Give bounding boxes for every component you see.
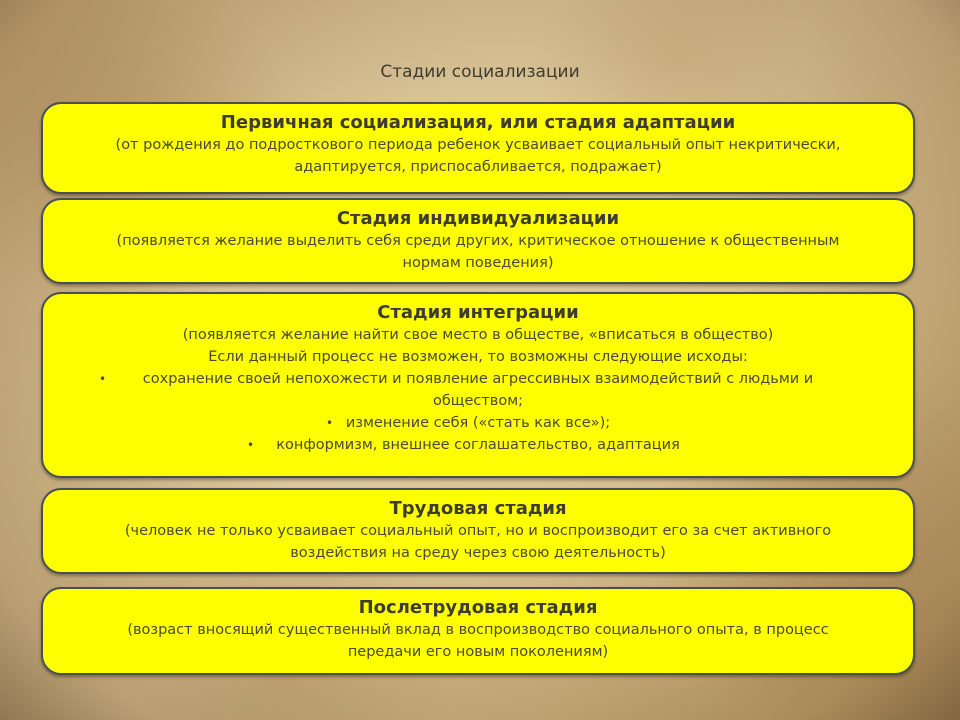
- stage-description-line: (появляется желание выделить себя среди других, критическое отношение к общественным: [116, 233, 840, 249]
- stage-title: Стадия индивидуализации: [336, 208, 620, 229]
- stage-card-post-labor: [41, 587, 915, 675]
- stage-description-line: адаптируется, приспосабливается, подражает): [294, 159, 662, 175]
- stage-description-line: (человек не только усваивает социальный опыт, но и воспроизводит его за счет активного: [124, 523, 832, 539]
- stage-description-line: Если данный процесс не возможен, то возможны следующие исходы:: [208, 349, 748, 365]
- stage-description-line: воздействия на среду через свою деятельность): [290, 545, 666, 561]
- page-title: Стадии социализации: [380, 62, 580, 82]
- stage-description-line: (от рождения до подросткового периода ребенок усваивает социальный опыт некритически,: [115, 137, 841, 153]
- stage-description-line: нормам поведения): [402, 255, 554, 271]
- outcome-list-item: [63, 368, 893, 390]
- bullet-icon: •: [99, 372, 107, 386]
- stage-card-primary-socialization: [41, 102, 915, 194]
- stage-title: Трудовая стадия: [389, 498, 567, 519]
- stage-description-line: передачи его новым поколениям): [347, 644, 609, 660]
- stage-title: Первичная социализация, или стадия адаптации: [220, 112, 736, 133]
- outcome-list-item: [63, 412, 893, 434]
- bullet-icon: •: [326, 416, 334, 430]
- outcome-text: сохранение своей непохожести и появление агрессивных взаимодействий с людьми и: [142, 371, 814, 387]
- stage-card-labor: [41, 488, 915, 574]
- stage-title: Послетрудовая стадия: [358, 597, 598, 618]
- outcome-text: конформизм, внешнее соглашательство, адаптация: [276, 437, 680, 453]
- outcome-text-continuation: обществом;: [432, 393, 524, 409]
- stage-description-line: (возраст вносящий существенный вклад в воспроизводство социального опыта, в процесс: [127, 622, 829, 638]
- stage-card-individualization: [41, 198, 915, 284]
- outcome-list-item: [63, 434, 893, 456]
- stage-card-integration: [41, 292, 915, 478]
- bullet-icon: •: [247, 438, 255, 452]
- stage-description-line: (появляется желание найти свое место в обществе, «вписаться в общество): [182, 327, 774, 343]
- outcome-text: изменение себя («стать как все»);: [345, 415, 611, 431]
- stage-title: Стадия интеграции: [377, 302, 579, 323]
